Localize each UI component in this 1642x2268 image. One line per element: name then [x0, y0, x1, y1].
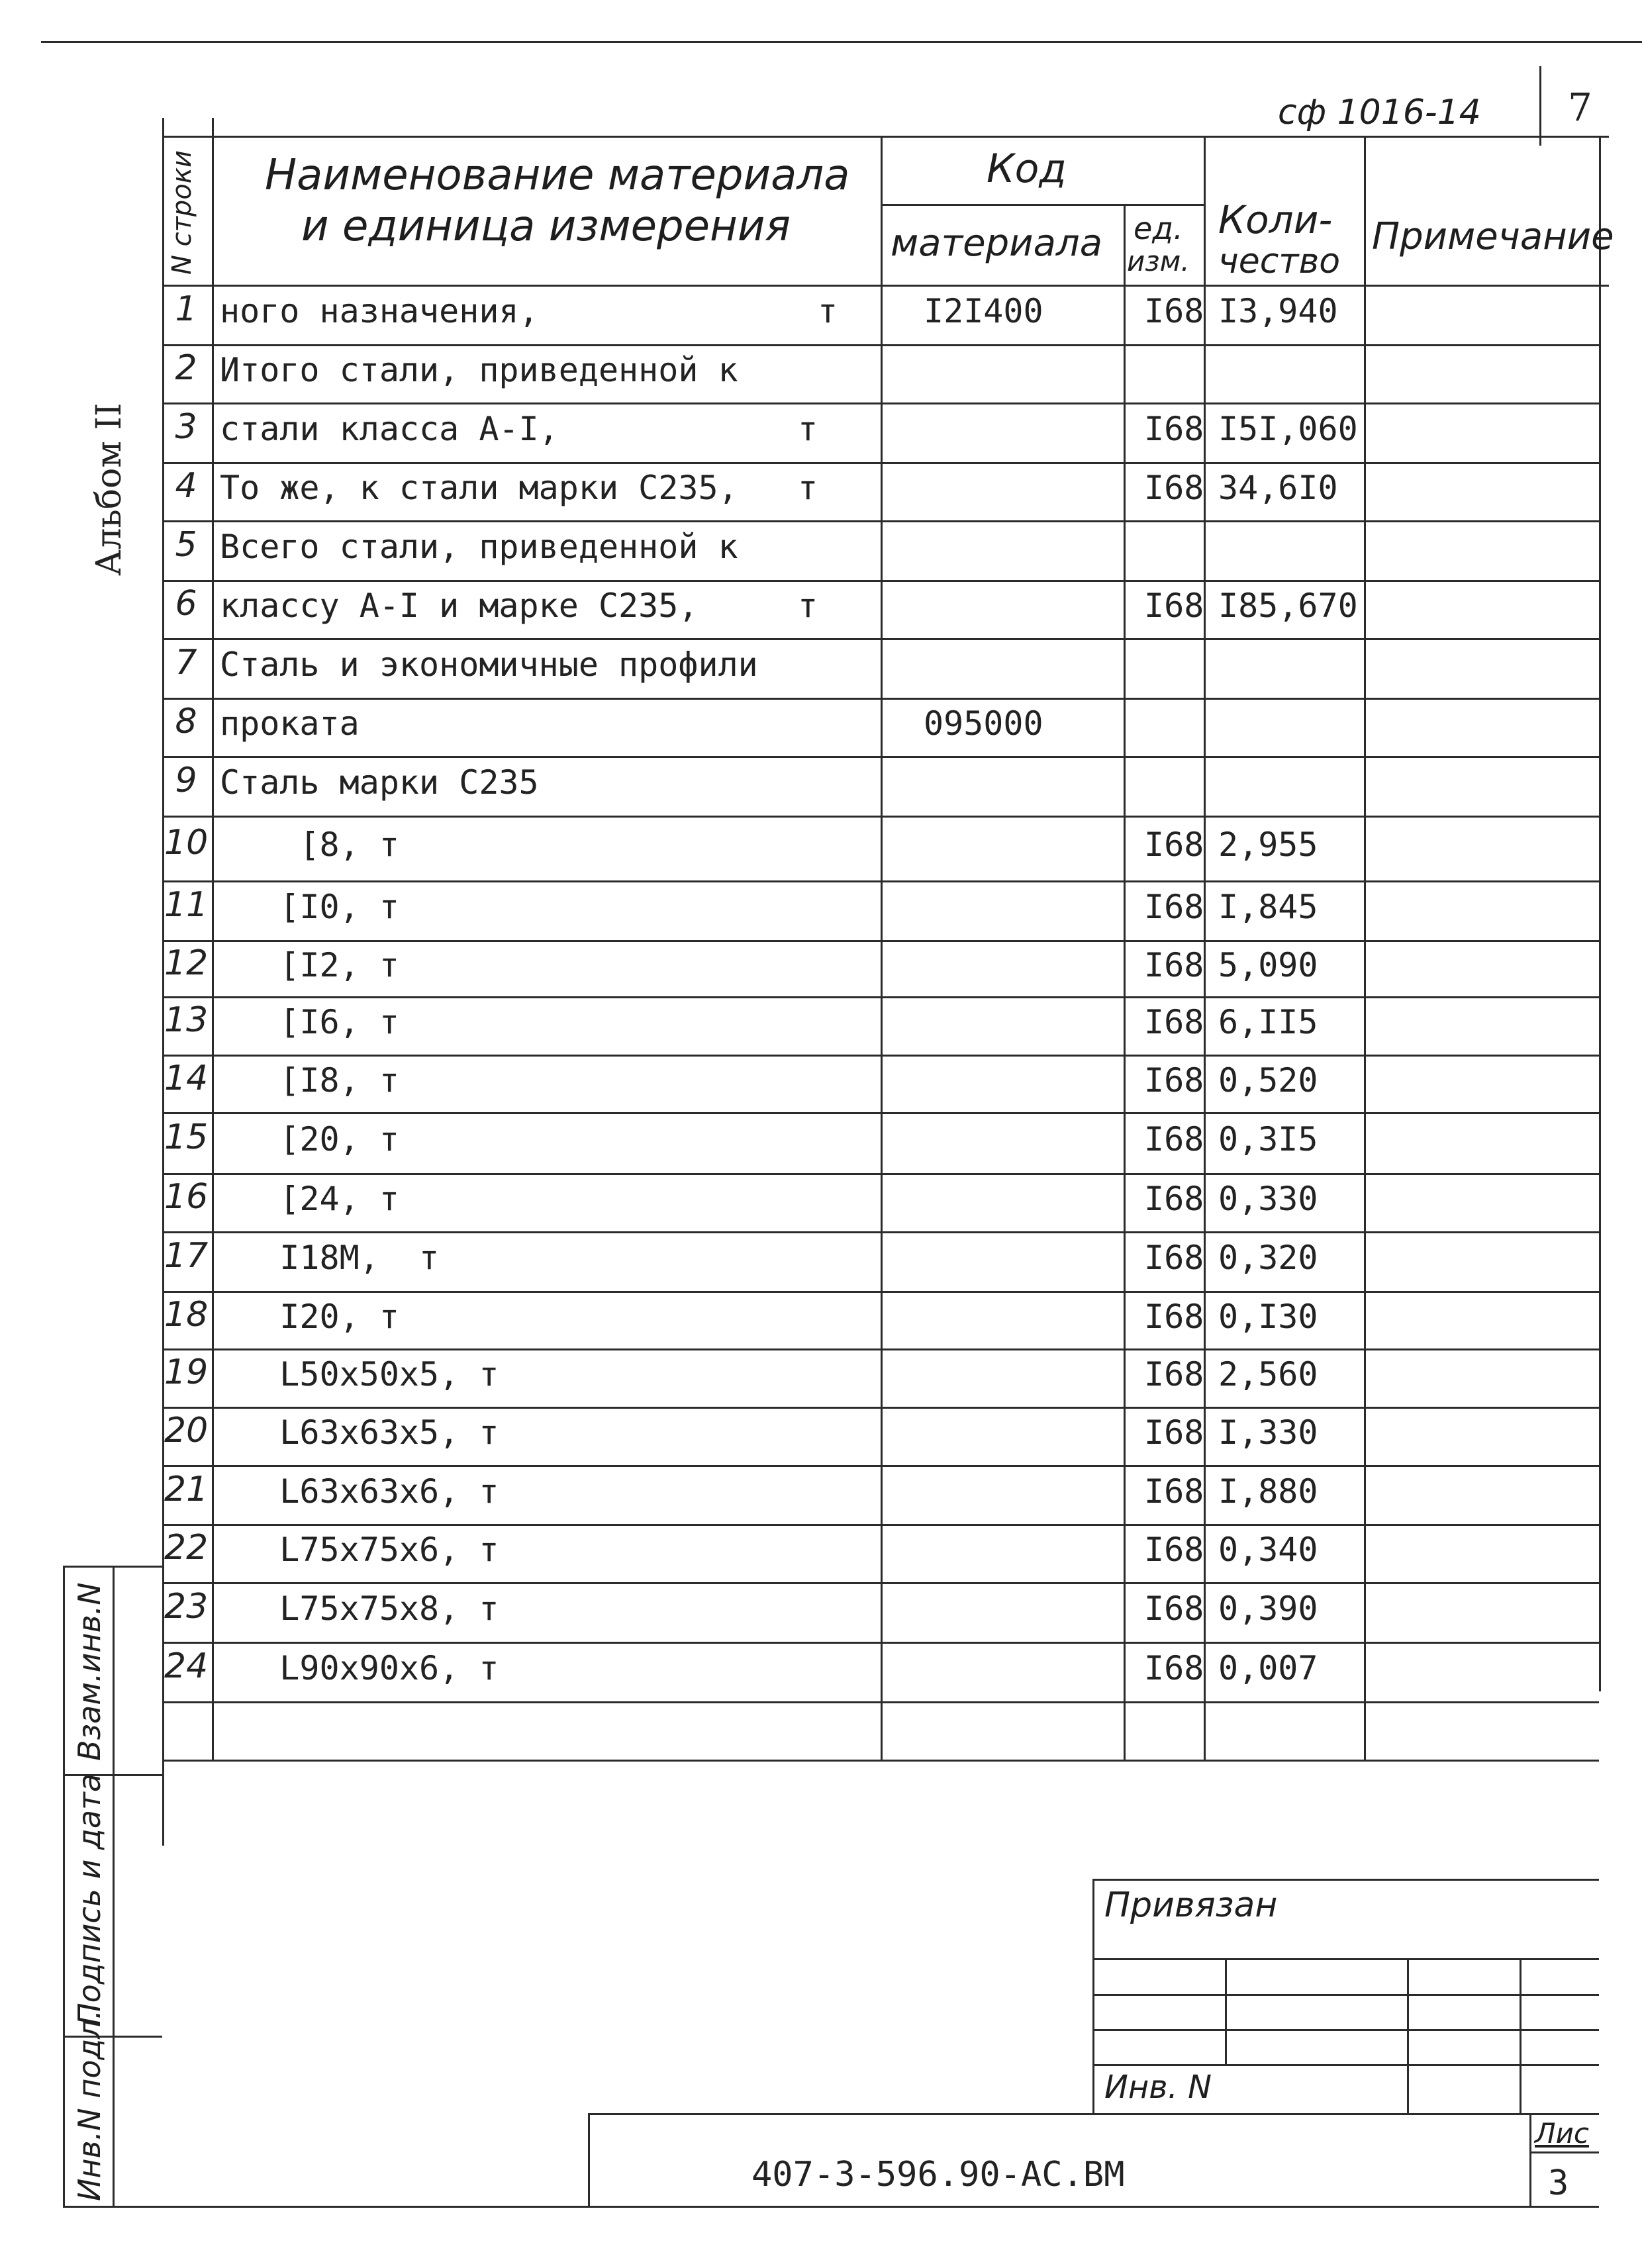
row-name: L63x63x5, т: [220, 1413, 499, 1452]
row-quantity: 0,I30: [1218, 1298, 1318, 1336]
row-number: 7: [175, 643, 197, 683]
stamp-privyazan: Привязан: [1104, 1885, 1278, 1925]
row-divider: [162, 1291, 1599, 1293]
row-number: 10: [164, 823, 209, 863]
row-divider: [162, 1407, 1599, 1409]
row-quantity: 34,6I0: [1218, 469, 1338, 507]
row-quantity: I5I,060: [1218, 410, 1358, 448]
row-quantity: 0,340: [1218, 1531, 1318, 1569]
row-number: 13: [164, 1000, 209, 1040]
row-quantity: 0,007: [1218, 1649, 1318, 1687]
col-line-qty: [1364, 136, 1366, 1761]
header-row-number: N строки: [167, 150, 197, 275]
row-divider: [162, 462, 1599, 464]
row-divider: [162, 520, 1599, 522]
row-divider: [162, 756, 1599, 758]
stamp-left: [1092, 1879, 1094, 2115]
row-divider: [162, 1465, 1599, 1467]
margin-vzam-inv: Взам.инв.N: [72, 1582, 107, 1761]
row-quantity: 2,955: [1218, 826, 1318, 864]
row-name: Всего стали, приведенной к: [220, 528, 738, 566]
row-name: стали класса А-I,: [220, 410, 559, 448]
header-name-line2: и единица измерения: [301, 202, 791, 251]
row-quantity: 0,3I5: [1218, 1120, 1318, 1158]
row-divider: [162, 816, 1599, 818]
stamp-col-3: [1520, 1958, 1521, 2115]
row-unit-suffix: т: [798, 410, 818, 448]
row-name: [I8, т: [220, 1061, 399, 1100]
sheet-box-divider: [1529, 2151, 1599, 2153]
stamp-col-1: [1225, 1958, 1227, 2064]
row-unit-code: I68: [1144, 1355, 1204, 1394]
row-name: Итого стали, приведенной к: [220, 351, 738, 389]
row-name: Сталь и экономичные профили: [220, 645, 758, 684]
row-name: ного назначения,: [220, 292, 539, 330]
row-number: 8: [175, 702, 197, 741]
title-block-right: [1529, 2113, 1531, 2206]
row-divider: [162, 880, 1599, 882]
row-divider: [162, 1112, 1599, 1114]
row-quantity: 0,320: [1218, 1239, 1318, 1277]
row-unit-code: I68: [1144, 946, 1204, 984]
row-quantity: I,880: [1218, 1472, 1318, 1511]
header-material: материала: [891, 222, 1103, 265]
album-label: Альбом II: [89, 402, 129, 576]
row-unit-suffix: т: [798, 469, 818, 507]
margin-stamp-left: [63, 1566, 65, 2208]
header-qty-line2: чество: [1218, 242, 1341, 281]
row-quantity: 6,II5: [1218, 1003, 1318, 1041]
row-number: 16: [164, 1177, 209, 1217]
header-name-line1: Наименование материала: [265, 151, 850, 200]
row-unit-suffix: т: [818, 292, 838, 330]
row-name: L75x75x6, т: [220, 1531, 499, 1569]
row-name: [20, т: [220, 1120, 399, 1158]
row-number: 12: [164, 943, 209, 983]
row-number: 23: [164, 1587, 209, 1627]
drawing-designation: 407-3-596.90-АС.ВМ: [751, 2155, 1125, 2195]
row-unit-code: I68: [1144, 1061, 1204, 1100]
header-unit-line2: изм.: [1127, 245, 1190, 277]
row-divider: [162, 402, 1599, 404]
row-name: [I0, т: [220, 888, 399, 926]
row-unit-code: I68: [1144, 1531, 1204, 1569]
code-header-divider: [881, 204, 1205, 206]
stamp-line-3: [1092, 2029, 1599, 2031]
row-material-code: 095000: [924, 704, 1043, 743]
row-quantity: I85,670: [1218, 587, 1358, 625]
row-quantity: 5,090: [1218, 946, 1318, 984]
table-bottom-border: [162, 1760, 1599, 1762]
row-name: проката: [220, 704, 360, 743]
header-bottom-border: [162, 285, 1609, 287]
header-note: Примечание: [1372, 215, 1614, 258]
row-unit-code: I68: [1144, 1003, 1204, 1041]
row-material-code: I2I400: [924, 292, 1043, 330]
row-unit-code: I68: [1144, 1298, 1204, 1336]
row-unit-code: I68: [1144, 1120, 1204, 1158]
row-name: [I6, т: [220, 1003, 399, 1041]
row-number: 11: [164, 885, 209, 925]
row-name: Сталь марки С235: [220, 763, 539, 802]
row-divider: [162, 638, 1599, 640]
col-line-unit: [1204, 136, 1206, 1761]
row-quantity: I,330: [1218, 1413, 1318, 1452]
row-unit-code: I68: [1144, 469, 1204, 507]
row-unit-code: I68: [1144, 292, 1204, 330]
header-qty-line1: Коли-: [1218, 197, 1333, 242]
row-quantity: 2,560: [1218, 1355, 1318, 1394]
row-number: 24: [164, 1646, 209, 1686]
col-line-name: [881, 136, 883, 1761]
row-unit-code: I68: [1144, 1180, 1204, 1218]
row-unit-code: I68: [1144, 1413, 1204, 1452]
row-divider: [162, 996, 1599, 998]
table-top-border: [162, 136, 1609, 138]
row-divider: [162, 940, 1599, 942]
row-quantity: 0,330: [1218, 1180, 1318, 1218]
row-divider: [162, 1524, 1599, 1526]
row-number: 2: [175, 348, 197, 388]
stamp-top: [1092, 1879, 1599, 1881]
title-block-left: [588, 2113, 590, 2206]
document-code-handwritten: сф 1016-14: [1278, 93, 1481, 132]
row-number: 1: [175, 289, 197, 329]
row-name: [24, т: [220, 1180, 399, 1218]
row-number: 18: [164, 1295, 209, 1335]
row-number: 4: [175, 466, 197, 506]
row-divider: [162, 580, 1599, 582]
header-code: Код: [987, 146, 1067, 192]
row-number: 3: [175, 407, 197, 447]
top-border: [41, 41, 1642, 43]
row-divider: [162, 1173, 1599, 1175]
row-unit-code: I68: [1144, 410, 1204, 448]
stamp-col-2: [1407, 1958, 1409, 2115]
row-unit-code: I68: [1144, 1239, 1204, 1277]
row-name: L63x63x6, т: [220, 1472, 499, 1511]
row-divider: [162, 1582, 1599, 1584]
row-name: То же, к стали марки С235,: [220, 469, 738, 507]
row-unit-code: I68: [1144, 826, 1204, 864]
row-name: [I2, т: [220, 946, 399, 984]
row-name: I20, т: [220, 1298, 399, 1336]
stamp-line-4: [1092, 2064, 1599, 2066]
col-line-num: [212, 118, 214, 1760]
row-number: 14: [164, 1059, 209, 1098]
row-number: 15: [164, 1117, 209, 1157]
row-name: классу А-I и марке С235,: [220, 587, 699, 625]
page-bottom-border: [63, 2206, 1599, 2208]
row-divider: [162, 1055, 1599, 1057]
stamp-line-1: [1092, 1958, 1599, 1960]
margin-inv-podl: Инв.N подл.: [72, 2009, 107, 2201]
row-unit-code: I68: [1144, 1472, 1204, 1511]
row-number: 20: [164, 1411, 209, 1450]
row-name: L90x90x6, т: [220, 1649, 499, 1687]
row-name: [8, т: [220, 826, 399, 864]
page-number: 7: [1568, 85, 1592, 130]
row-divider: [162, 1348, 1599, 1350]
row-number: 6: [175, 584, 197, 624]
row-number: 19: [164, 1352, 209, 1392]
row-name: L75x75x8, т: [220, 1589, 499, 1628]
row-number: 22: [164, 1528, 209, 1568]
row-divider: [162, 1642, 1599, 1644]
row-unit-code: I68: [1144, 587, 1204, 625]
margin-stamp-top: [63, 1566, 162, 1568]
row-number: 5: [175, 525, 197, 565]
margin-stamp-mid: [113, 1566, 115, 2208]
row-quantity: 0,390: [1218, 1589, 1318, 1628]
stamp-inv-n: Инв. N: [1104, 2069, 1212, 2106]
row-number: 9: [175, 761, 197, 800]
row-name: I18М, т: [220, 1239, 440, 1277]
row-divider: [162, 1701, 1599, 1703]
row-divider: [162, 698, 1599, 700]
row-unit-suffix: т: [798, 587, 818, 625]
row-quantity: 0,520: [1218, 1061, 1318, 1100]
stamp-line-2: [1092, 1994, 1599, 1996]
sheet-number: 3: [1548, 2163, 1569, 2203]
sheet-label: Лис: [1535, 2117, 1589, 2150]
row-name: L50x50x5, т: [220, 1355, 499, 1394]
col-line-code: [1124, 204, 1126, 1761]
row-unit-code: I68: [1144, 1589, 1204, 1628]
col-line-right: [1599, 136, 1601, 1691]
row-unit-code: I68: [1144, 1649, 1204, 1687]
row-unit-code: I68: [1144, 888, 1204, 926]
header-unit-line1: ед.: [1134, 211, 1183, 246]
margin-podpis-data: Подпись и дата: [72, 1773, 107, 2026]
page-number-divider: [1539, 66, 1541, 146]
row-quantity: I,845: [1218, 888, 1318, 926]
row-divider: [162, 344, 1599, 346]
row-divider: [162, 1231, 1599, 1233]
title-block-top: [588, 2113, 1599, 2115]
row-quantity: I3,940: [1218, 292, 1338, 330]
row-number: 21: [164, 1470, 209, 1509]
row-number: 17: [164, 1236, 209, 1276]
